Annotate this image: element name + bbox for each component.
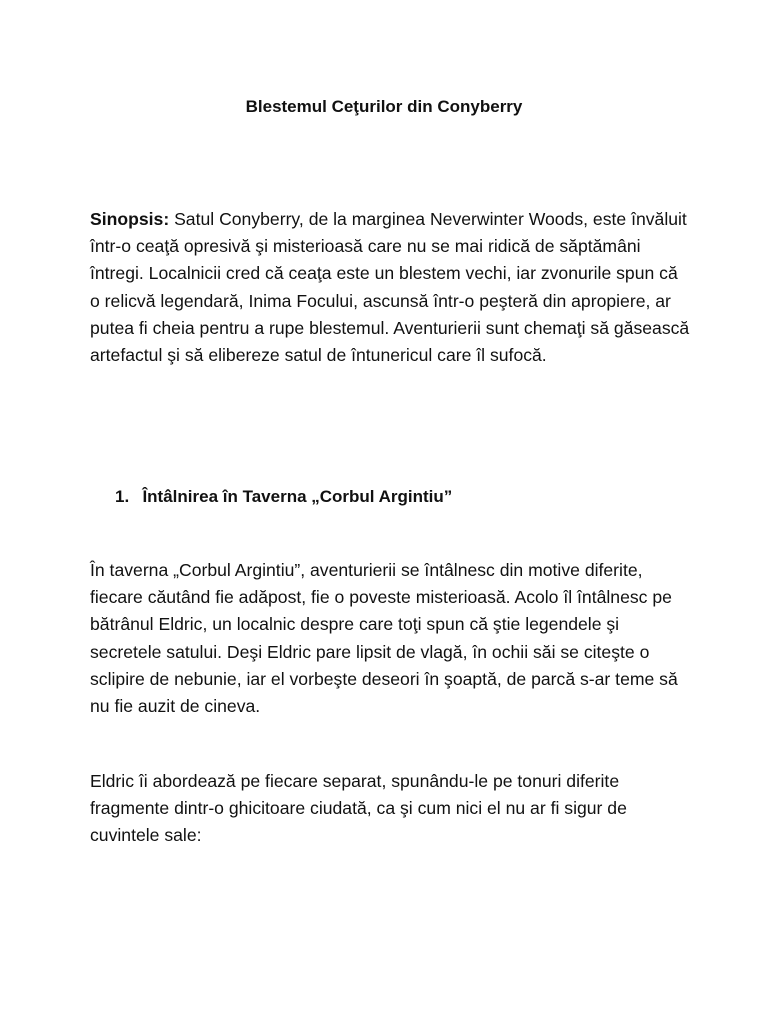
section-number: 1. xyxy=(115,487,130,506)
section-heading xyxy=(90,484,690,510)
synopsis-label: Sinopsis: xyxy=(90,209,170,229)
section-heading-text: Întâlnirea în Taverna „Corbul Argintiu” xyxy=(142,487,453,506)
synopsis-text: Satul Conyberry, de la marginea Neverwinter Woods, este învăluit într-o ceaţă opresivă şi misterioasă care nu se mai ridică de săptămâni întregi. Localnicii cred că ceaţa este un blestem vechi, iar zvonurile spun că o relicvă legendară, Inima Focului, ascunsă într-o peşteră din apropiere, ar putea fi cheia pentru a rupe blestemul. Aventurierii sunt chemaţi să găsească artefactul şi să elibereze satul de întunericul care îl sufocă. xyxy=(90,209,690,366)
tavern-paragraph: În taverna „Corbul Argintiu”, aventurierii se întâlnesc din motive diferite, fiecare căutând fie adăpost, fie o poveste misterioasă. Acolo îl întâlnesc pe bătrânul Eldric, un localnic despre care toţi spun că ştie legendele şi secretele satului. Deşi Eldric pare lipsit de vlagă, în ochii săi se citeşte o sclipire de nebunie, iar el vorbeşte deseori în şoaptă, de parcă s-ar teme să nu fie auzit de cineva. xyxy=(90,560,678,717)
document-title: Blestemul Ceţurilor din Conyberry xyxy=(245,97,523,116)
synopsis-paragraph xyxy=(90,206,690,369)
eldric-paragraph: Eldric îi abordează pe fiecare separat, spunându-le pe tonuri diferite fragmente dintr-o ghicitoare ciudată, ca şi cum nici el nu ar fi sigur de cuvintele sale: xyxy=(90,771,627,846)
